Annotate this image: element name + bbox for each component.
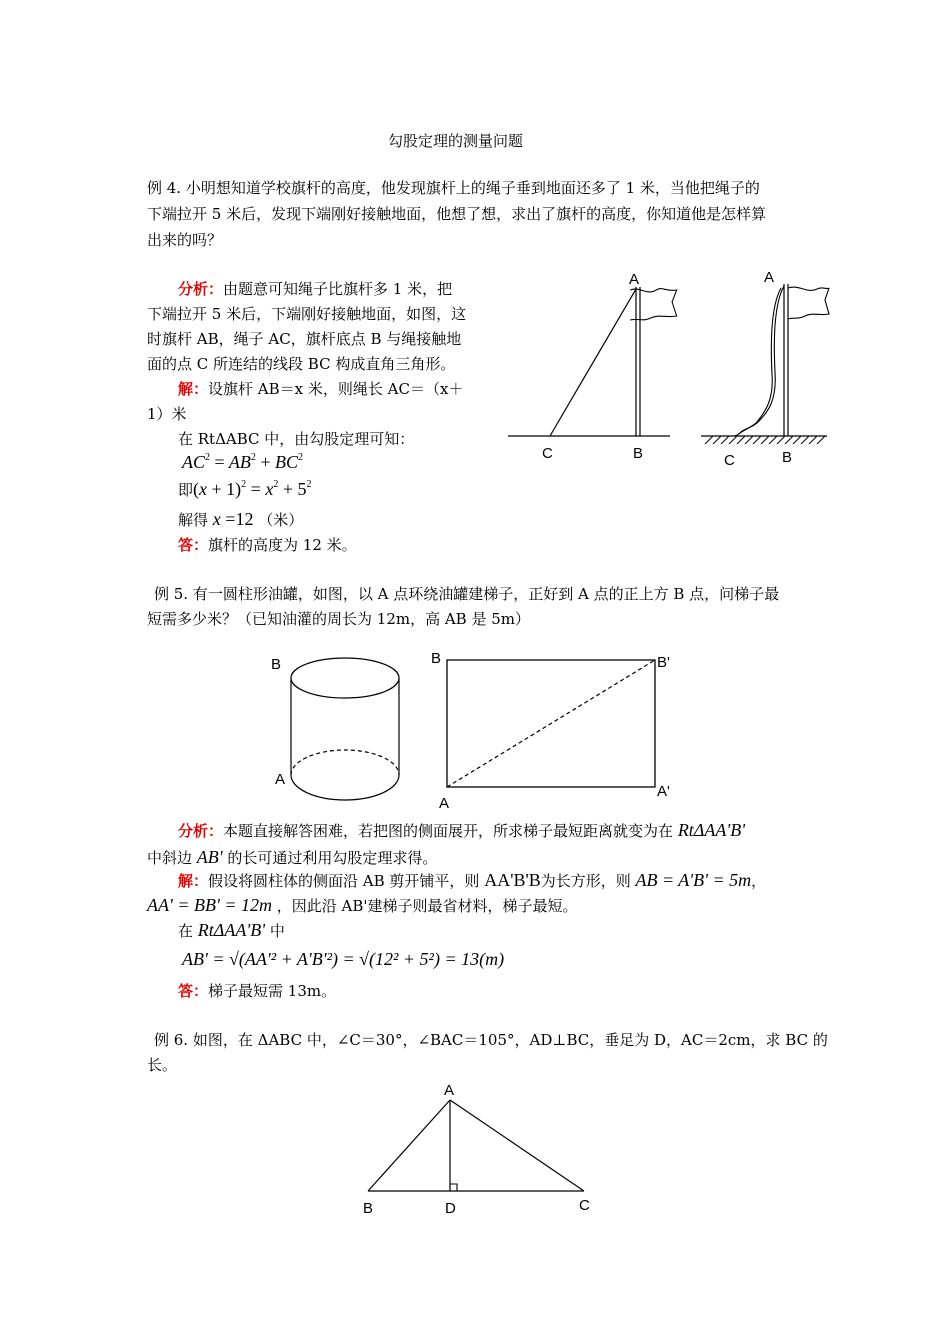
solution-text-3: ，因此沿 AB'建梯子则最省材料，梯子最短。 (276, 897, 578, 915)
ex4-question-line: 例 4. 小明想知道学校旗杆的高度，他发现旗杆上的绳子垂到地面还多了 1 米，当他把绳子的 (147, 179, 760, 197)
ex6-question-line: 长。 (147, 1056, 178, 1074)
solution-eq-1-tail: ， (751, 872, 767, 890)
diagonal-ab-prime (447, 660, 655, 787)
cylinder-bottom-back (291, 750, 399, 775)
solution-label: 解： (178, 380, 209, 398)
label-c: C (579, 1197, 590, 1214)
ex5-analysis-line (147, 845, 437, 870)
ex4-question-line: 下端拉开 5 米后，发现下端刚好接触地面，他想了想，求出了旗杆的高度，你知道他是怎样算 (147, 205, 767, 223)
rope-ac (550, 289, 636, 436)
label-b: B (363, 1200, 374, 1217)
ex5-solution-line (147, 893, 578, 918)
solution-text-2: 为长方形，则 (540, 872, 631, 890)
ex4-equation-1: $AC^2 = AB^2 + BC^2$ (182, 452, 304, 472)
flag (788, 287, 829, 319)
solution-eq-1: AB = A'B' = 5m (635, 870, 752, 890)
analysis-text: 本题直接解答困难，若把图的侧面展开，所求梯子最短距离就变为在 (223, 822, 674, 840)
hanging-rope (731, 286, 784, 436)
solution-eq-2: AA' = BB' = 12m (147, 895, 272, 915)
analysis-math: RtΔAA'B' (677, 820, 746, 840)
ex4-answer-line (178, 533, 357, 557)
label-a: A (764, 269, 775, 286)
solution-text: 假设将圆柱体的侧面沿 AB 剪开铺平，则 (208, 872, 480, 890)
label-c: C (542, 445, 553, 462)
page-title: 勾股定理的测量问题 (388, 132, 524, 150)
flagpole-diagram-2 (695, 262, 845, 472)
analysis-math-2: AB' (196, 847, 223, 867)
solution-rect: AA'B'B (484, 870, 541, 890)
ex5-question-line: 短需多少米？（已知油灌的周长为 12m，高 AB 是 5m） (147, 610, 531, 628)
ex4-solution-line: 1）米 (147, 405, 187, 423)
label-c: C (724, 452, 735, 469)
label-b: B (633, 445, 644, 462)
label-b: B (271, 656, 282, 673)
rt-math: RtΔAA'B' (197, 920, 266, 940)
jiede-label: 解得 (178, 511, 209, 529)
ground-hatch (705, 436, 825, 444)
label-d: D (445, 1200, 456, 1217)
label-a: A (629, 271, 640, 288)
analysis-label: 分析： (178, 822, 224, 840)
side-ac (450, 1100, 584, 1191)
unit-label: （米） (258, 511, 304, 529)
label-b: B (431, 650, 442, 667)
flag (630, 289, 677, 320)
ex4-analysis-line: 下端拉开 5 米后，下端刚好接触地面，如图，这 (147, 305, 467, 323)
ex4-analysis-line: 时旗杆 AB，绳子 AC，旗杆底点 B 与绳接触地 (147, 330, 462, 348)
answer-text: 梯子最短需 13m。 (208, 982, 337, 1000)
ex4-rt-line: 在 RtΔABC 中，由勾股定理可知： (178, 430, 415, 448)
cylinder-diagram (265, 640, 415, 810)
analysis-text-2b: 的长可通过利用勾股定理求得。 (227, 849, 438, 867)
ex5-answer-line (178, 979, 336, 1003)
ex5-analysis-line (178, 818, 745, 843)
analysis-text: 由题意可知绳子比旗杆多 1 米，把 (223, 280, 453, 298)
ex5-question-line: 例 5. 有一圆柱形油罐，如图，以 A 点环绕油罐建梯子，正好到 A 点的正上方 B 点，问梯子最 (154, 585, 780, 603)
ex4-analysis-line (178, 277, 452, 301)
label-a: A (275, 771, 286, 788)
ex4-analysis-line: 面的点 C 所连结的线段 BC 构成直角三角形。 (147, 355, 456, 373)
solution-label: 解： (178, 872, 209, 890)
ex4-question-line: 出来的吗？ (147, 231, 223, 249)
ex4-equation-3: 解得 x =12 （米） (178, 509, 304, 529)
ex5-solution-line (178, 868, 766, 893)
rt-b: 中 (269, 922, 285, 940)
cylinder-top (291, 658, 399, 698)
unrolled-rectangle-diagram (425, 645, 685, 815)
ex4-equation-2: 即$(x + 1)^2 = x^2 + 5^2$ (178, 479, 312, 499)
ex5-final-equation: AB' = √(AA'² + A'B'²) = √(12² + 5²) = 13(m) (182, 949, 505, 969)
answer-label: 答： (178, 982, 209, 1000)
solution-text: 设旗杆 AB＝x 米，则绳长 AC＝（x＋ (208, 380, 464, 398)
label-b: B (782, 449, 793, 466)
rt-a: 在 (178, 922, 194, 940)
label-a: A (439, 795, 450, 812)
label-b-prime: B' (657, 654, 670, 671)
flagpole-diagram-1 (500, 262, 680, 472)
right-angle-mark (450, 1184, 457, 1191)
analysis-label: 分析： (178, 280, 224, 298)
triangle-abc-diagram (355, 1080, 605, 1220)
ex4-solution-line (178, 377, 463, 401)
analysis-text-2a: 中斜边 (147, 849, 193, 867)
cylinder-bottom-front (291, 775, 399, 800)
label-a: A (444, 1082, 455, 1099)
answer-label: 答： (178, 536, 209, 554)
ji-label: 即 (178, 481, 194, 499)
answer-text: 旗杆的高度为 12 米。 (208, 536, 357, 554)
ex6-question-line: 例 6. 如图，在 ΔABC 中，∠C＝30°，∠BAC＝105°，AD⊥BC，垂足为 D，AC＝2cm，求 BC 的 (154, 1031, 828, 1049)
ex5-rt-line (178, 918, 285, 943)
label-a-prime: A' (657, 783, 670, 800)
side-ab (368, 1100, 450, 1191)
